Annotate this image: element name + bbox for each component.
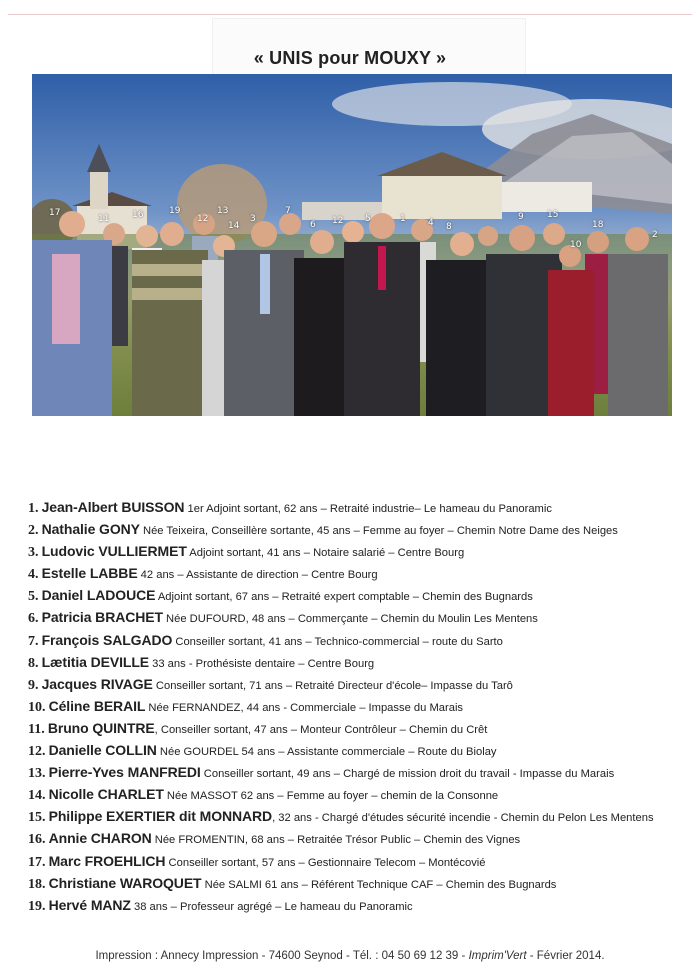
candidate-detail: , 32 ans - Chargé d'études sécurité incendie - Chemin du Pelon Les Mentens <box>272 812 654 825</box>
candidate-detail: Née SALMI 61 ans – Référent Technique CAF – Chemin des Bugnards <box>201 878 557 891</box>
top-divider <box>8 14 692 15</box>
candidate-name: Marc FROEHLICH <box>48 852 166 869</box>
item-number: 9. <box>28 677 39 693</box>
candidate-name: Céline BERAIL <box>48 697 146 714</box>
item-number: 2. <box>28 523 39 539</box>
candidate-name: Nathalie GONY <box>41 521 140 538</box>
list-item <box>28 651 688 673</box>
list-item <box>28 629 688 651</box>
list-item <box>28 850 688 872</box>
candidate-detail: Conseiller sortant, 57 ans – Gestionnaire Telecom – Montécovié <box>165 856 486 869</box>
candidate-name: Pierre-Yves MANFREDI <box>48 764 201 781</box>
candidate-detail: Conseiller sortant, 71 ans – Retraité Directeur d'école– Impasse du Tarô <box>152 679 513 692</box>
list-item <box>28 496 688 518</box>
candidate-name: Jean-Albert BUISSON <box>41 499 185 515</box>
item-number: 12. <box>28 744 46 760</box>
candidate-detail: , Conseiller sortant, 47 ans – Monteur Contrôleur – Chemin du Crêt <box>154 723 488 736</box>
list-item <box>28 518 688 540</box>
photo-number-label: 1 <box>400 214 406 224</box>
candidate-detail: Conseiller sortant, 41 ans – Technico-commercial – route du Sarto <box>172 635 503 648</box>
list-item <box>28 805 688 827</box>
candidate-detail: Née DUFOURD, 48 ans – Commerçante – Chemin du Moulin Les Mentens <box>162 613 538 626</box>
list-item <box>28 540 688 562</box>
candidate-list <box>28 496 688 916</box>
candidate-name: Patricia BRACHET <box>41 609 163 626</box>
list-item <box>28 894 688 916</box>
photo-number-label: 3 <box>250 214 256 224</box>
item-number: 6. <box>28 611 39 627</box>
photo-number-label: 14 <box>228 221 240 231</box>
photo-number-label: 2 <box>652 230 658 240</box>
item-number: 10. <box>28 699 46 715</box>
candidate-name: Danielle COLLIN <box>48 742 157 759</box>
photo-number-label: 15 <box>547 210 559 220</box>
item-number: 14. <box>28 788 46 804</box>
list-item <box>28 783 688 805</box>
item-number: 16. <box>28 832 46 848</box>
candidate-detail: Née GOURDEL 54 ans – Assistante commerciale – Route du Biolay <box>156 746 497 759</box>
candidate-detail: 33 ans - Prothésiste dentaire – Centre Bourg <box>149 657 375 670</box>
list-item <box>28 739 688 761</box>
candidate-detail: Née Teixeira, Conseillère sortante, 45 ans – Femme au foyer – Chemin Notre Dame des Neiges <box>139 525 618 538</box>
photo-number-label: 9 <box>518 212 524 222</box>
list-item <box>28 761 688 783</box>
item-number: 5. <box>28 589 39 605</box>
photo-number-label: 8 <box>446 222 452 232</box>
candidate-name: Ludovic VULLIERMET <box>41 543 187 560</box>
photo-number-label: 7 <box>285 206 291 216</box>
candidate-name: Jacques RIVAGE <box>41 675 153 692</box>
candidate-detail: Adjoint sortant, 67 ans – Retraité expert comptable – Chemin des Bugnards <box>155 591 533 604</box>
candidate-detail: 42 ans – Assistante de direction – Centre Bourg <box>137 569 378 582</box>
candidate-name: Daniel LADOUCE <box>41 587 156 604</box>
list-item <box>28 827 688 849</box>
print-credits-main: Impression : Annecy Impression - 74600 Seynod - Tél. : 04 50 69 12 39 - <box>95 950 469 962</box>
photo-number-label: 17 <box>49 208 61 218</box>
print-credits <box>0 950 700 962</box>
list-item <box>28 562 688 584</box>
item-number: 13. <box>28 766 46 782</box>
photo-number-label: 5 <box>365 214 371 224</box>
photo-number-label: 13 <box>217 206 229 216</box>
candidate-detail: Née FROMENTIN, 68 ans – Retraitée Trésor Public – Chemin des Vignes <box>151 834 521 847</box>
print-credits-label: Imprim'Vert <box>468 950 527 962</box>
group-photo <box>32 74 672 416</box>
candidate-name: Philippe EXERTIER dit MONNARD <box>48 808 273 825</box>
candidate-name: Nicolle CHARLET <box>48 786 164 803</box>
print-credits-date: - Février 2014. <box>526 950 605 962</box>
item-number: 11. <box>28 721 45 737</box>
candidate-name: Estelle LABBE <box>41 565 138 582</box>
photo-number-label: 4 <box>428 218 434 228</box>
item-number: 7. <box>28 633 39 649</box>
list-item <box>28 872 688 894</box>
photo-number-label: 12 <box>332 216 344 226</box>
candidate-name: Bruno QUINTRE <box>47 719 155 736</box>
photo-number-label: 11 <box>98 214 110 224</box>
candidate-name: Christiane WAROQUET <box>48 874 202 891</box>
candidate-name: Hervé MANZ <box>48 896 131 913</box>
photo-number-label: 12 <box>197 214 209 224</box>
item-number: 19. <box>28 898 46 914</box>
list-item <box>28 673 688 695</box>
candidate-detail: Conseiller sortant, 49 ans – Chargé de mission droit du travail - Impasse du Marais <box>200 768 615 781</box>
candidate-name: François SALGADO <box>41 631 173 648</box>
list-item <box>28 695 688 717</box>
item-number: 1. <box>28 501 39 516</box>
photo-number-label: 18 <box>592 220 604 230</box>
list-item <box>28 606 688 628</box>
item-number: 8. <box>28 655 39 671</box>
item-number: 4. <box>28 567 39 583</box>
photo-number-label: 10 <box>570 240 582 250</box>
candidate-detail: Adjoint sortant, 41 ans – Notaire salarié – Centre Bourg <box>186 547 465 560</box>
item-number: 17. <box>28 854 46 870</box>
candidate-name: Annie CHARON <box>48 830 152 847</box>
item-number: 18. <box>28 876 46 892</box>
photo-number-label: 16 <box>132 210 144 220</box>
candidate-detail: 1er Adjoint sortant, 62 ans – Retraité industrie– Le hameau du Panoramic <box>184 503 552 515</box>
item-number: 15. <box>28 810 46 826</box>
photo-number-label: 6 <box>310 220 316 230</box>
list-item <box>28 717 688 739</box>
item-number: 3. <box>28 545 39 561</box>
candidate-detail: 38 ans – Professeur agrégé – Le hameau du Panoramic <box>130 900 413 913</box>
candidate-detail: Née MASSOT 62 ans – Femme au foyer – chemin de la Consonne <box>163 790 499 803</box>
list-item <box>28 584 688 606</box>
candidate-detail: Née FERNANDEZ, 44 ans - Commerciale – Impasse du Marais <box>145 701 464 714</box>
photo-number-label: 19 <box>169 206 181 216</box>
page-title: « UNIS pour MOUXY » <box>253 48 447 68</box>
candidate-name: Lætitia DEVILLE <box>41 653 150 670</box>
